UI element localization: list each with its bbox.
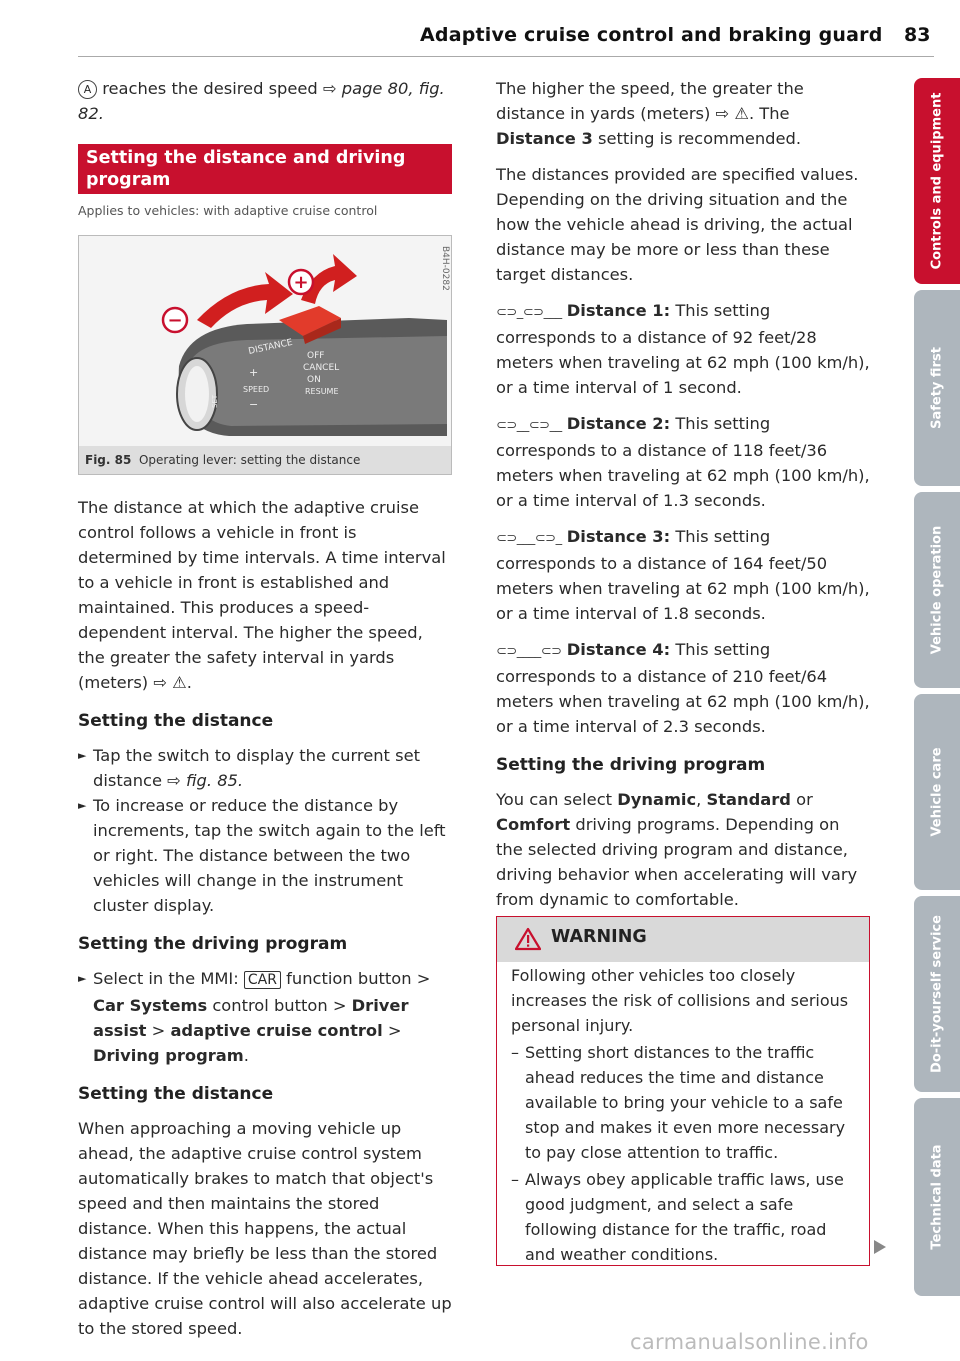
- footer-watermark: carmanualsonline.info: [630, 1330, 869, 1354]
- distance-indicator-icon: ⊂⊃__⊂⊃__: [496, 418, 562, 433]
- figure-caption: [79, 446, 451, 474]
- figure-code: B4H-0282: [440, 246, 450, 291]
- distance-indicator-icon: ⊂⊃_⊂⊃___: [496, 305, 562, 320]
- heading-driving-program-right: Setting the driving program: [496, 755, 766, 775]
- distance-recommend-paragraph: The higher the speed, the greater the distance in yards (meters) ⇨ ⚠. The Distance 3 setting is recommended.: [496, 79, 804, 148]
- bullet-arrow-icon: ►: [78, 749, 87, 762]
- driving-program-paragraph: You can select Dynamic, Standard or Comfort driving programs. Depending on the selected driving program and distance, driving behavior when accelerating will vary from dynamic to comfortable.: [496, 790, 858, 909]
- svg-text:SET: SET: [211, 394, 219, 408]
- distance-setting-2: ⊂⊃__⊂⊃__ Distance 2: This setting corresponds to a distance of 118 feet/36 meters when traveling at 62 mph (100 km/h), or a time interval of 1.3 seconds.: [496, 414, 870, 510]
- operating-lever-illustration: [79, 236, 451, 446]
- figure-85: [78, 235, 452, 475]
- svg-text:ON: ON: [307, 375, 321, 385]
- header-divider: [78, 56, 934, 57]
- warning-header: [497, 917, 869, 962]
- running-header-title: Adaptive cruise control and braking guard: [420, 24, 883, 46]
- distance-settings-list: [496, 298, 870, 739]
- bullet-display-distance: ► Tap the switch to display the current set distance ⇨ fig. 85.: [78, 743, 452, 793]
- warning-text: Following other vehicles too closely increases the risk of collisions and serious personal injury.: [511, 966, 849, 1035]
- intro-page-ref[interactable]: page 80, fig. 82.: [78, 79, 445, 123]
- warning-body: [511, 963, 857, 1267]
- approach-paragraph: When approaching a moving vehicle up ahead, the adaptive cruise control system automatically brakes to match that object's speed and then maintains the stored distance. When this happens, the actual distance may briefly be less than the stored distance. If the vehicle ahead accelerates, adaptive cruise control will also accelerate up to the stored speed.: [78, 1119, 452, 1338]
- figure-caption-text: Operating lever: setting the distance: [138, 453, 361, 467]
- tab-safety-first[interactable]: Safety first: [914, 290, 960, 486]
- bullet-arrow-icon: ►: [78, 799, 87, 812]
- right-column: [496, 76, 870, 912]
- distance-setting-1: ⊂⊃_⊂⊃___ Distance 1: This setting corresponds to a distance of 92 feet/28 meters when traveling at 62 mph (100 km/h), or a time interval of 1 second.: [496, 301, 870, 397]
- section-title: Setting the distance and driving program: [78, 144, 452, 194]
- warning-item-2: – Always obey applicable traffic laws, use good judgment, and select a safe following distance for the traffic, road and weather conditions.: [511, 1170, 844, 1264]
- warning-title: WARNING: [551, 927, 647, 947]
- distance-setting-4: ⊂⊃____⊂⊃ Distance 4: This setting corresponds to a distance of 210 feet/64 meters when traveling at 62 mph (100 km/h), or a time interval of 2.3 seconds.: [496, 640, 870, 736]
- svg-text:SPEED: SPEED: [243, 385, 270, 394]
- intro-paragraph: [78, 76, 452, 126]
- warning-triangle-icon: [515, 927, 541, 951]
- left-column: [78, 76, 452, 1341]
- car-key-icon: CAR: [244, 971, 281, 989]
- heading-setting-distance: Setting the distance: [78, 711, 274, 731]
- bullet-arrow-icon: ►: [78, 972, 87, 985]
- heading-setting-distance-2: Setting the distance: [78, 1084, 274, 1104]
- bullet-change-distance: ► To increase or reduce the distance by increments, tap the switch again to the left or right. The distance between the two vehicles will change in the instrument cluster display.: [78, 793, 452, 918]
- continue-arrow-icon[interactable]: [874, 1240, 886, 1254]
- intro-text: reaches the desired speed ⇨: [102, 79, 337, 98]
- heading-driving-program: Setting the driving program: [78, 934, 348, 954]
- tab-technical-data[interactable]: Technical data: [914, 1098, 960, 1296]
- tab-controls-and-equipment[interactable]: Controls and equipment: [914, 78, 960, 284]
- applies-note: Applies to vehicles: with adaptive cruise control: [78, 203, 378, 218]
- lever-diagram: [79, 236, 451, 446]
- tab-vehicle-care[interactable]: Vehicle care: [914, 694, 960, 890]
- distance-indicator-icon: ⊂⊃___⊂⊃_: [496, 531, 562, 546]
- svg-text:+: +: [249, 366, 259, 379]
- intro-body: The distance at which the adaptive cruise control follows a vehicle in front is determined by time intervals. A time interval to a vehicle in front is established and maintained. This produces a speed-dependent interval. The higher the speed, the greater the safety interval in yards (meters) ⇨ ⚠.: [78, 498, 446, 692]
- svg-text:OFF: OFF: [307, 351, 325, 361]
- specified-values-paragraph: The distances provided are specified values. Depending on the driving situation and the how the vehicle ahead is driving, the actual distance may be more or less than these target distances.: [496, 165, 859, 284]
- bullet-mmi-path: ► Select in the MMI: CAR function button > Car Systems control button > Driver assist > adaptive cruise control > Driving program.: [78, 966, 452, 1068]
- svg-text:−: −: [167, 310, 183, 331]
- tab-do-it-yourself-service[interactable]: Do-it-yourself service: [914, 896, 960, 1092]
- distance-setting-3: ⊂⊃___⊂⊃_ Distance 3: This setting corresponds to a distance of 164 feet/50 meters when traveling at 62 mph (100 km/h), or a time interval of 1.8 seconds.: [496, 527, 870, 623]
- page-number: 83: [904, 24, 931, 46]
- svg-text:+: +: [293, 272, 309, 293]
- svg-text:CANCEL: CANCEL: [303, 363, 340, 373]
- svg-text:DISTANCE: DISTANCE: [247, 337, 294, 357]
- warning-item-1: – Setting short distances to the traffic ahead reduces the time and distance available to bring your vehicle to a safe stop and makes it even more necessary to pay close attention to traffic.: [511, 1043, 846, 1162]
- warning-box: [496, 916, 870, 1266]
- tab-vehicle-operation[interactable]: Vehicle operation: [914, 492, 960, 688]
- figure-label: Fig. 85: [85, 453, 132, 467]
- svg-text:RESUME: RESUME: [305, 387, 339, 396]
- fig-85-ref[interactable]: fig. 85.: [186, 771, 244, 790]
- svg-text:−: −: [249, 398, 259, 411]
- step-a-icon: A: [78, 80, 97, 99]
- distance-indicator-icon: ⊂⊃____⊂⊃: [496, 644, 562, 659]
